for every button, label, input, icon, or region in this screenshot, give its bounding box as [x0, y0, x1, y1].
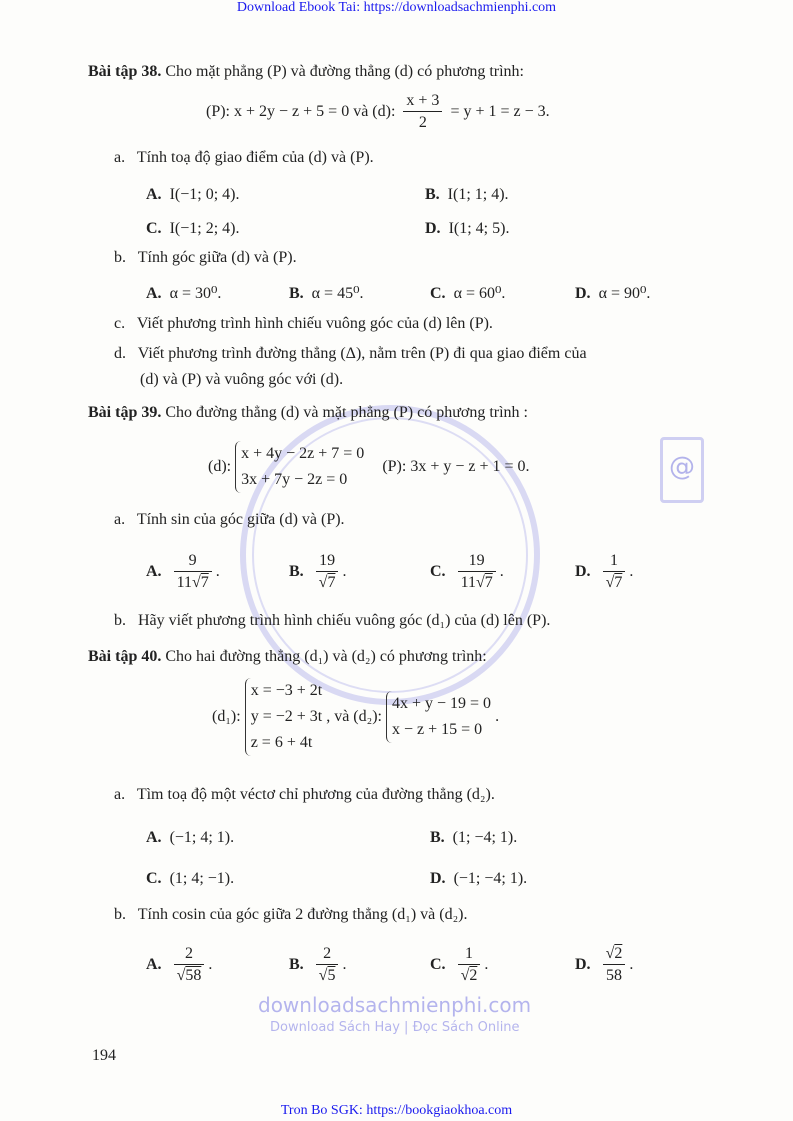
exercise-title: Bài tập 38.: [88, 63, 162, 80]
q-text: Hãy viết phương trình hình chiếu vuông góc (d₁) của (d) lên (P).: [138, 612, 551, 629]
exercise-title: Bài tập 40.: [88, 648, 162, 665]
option-key: A.: [146, 186, 162, 203]
radicand: 7: [327, 573, 336, 591]
equation: 3x + 7y − 2z = 0: [241, 471, 348, 489]
option-value: (−1; −4; 1).: [453, 870, 528, 887]
option-b: [425, 185, 509, 205]
option-d: [425, 219, 509, 239]
ex39-system: [208, 440, 530, 494]
option-a: A. $\frac{9}{11√7}$ .: [146, 550, 220, 594]
numerator: 2: [323, 944, 332, 962]
equation: z = 6 + 4t: [250, 734, 313, 752]
q-label: b.: [114, 906, 126, 923]
q-text: Viết phương trình hình chiếu vuông góc của (d) lên (P).: [136, 315, 493, 332]
option-value: I(−1; 2; 4).: [169, 220, 240, 237]
q-text: Tính góc giữa (d) và (P).: [137, 249, 297, 266]
q-label: a.: [114, 786, 126, 803]
numerator: 1: [609, 551, 618, 569]
question-d: [114, 344, 587, 364]
option-value: I(−1; 0; 4).: [169, 186, 240, 203]
denominator: √58: [174, 964, 205, 987]
option-c: [430, 284, 505, 304]
radicand: 7: [614, 573, 623, 591]
option-b: B. $\frac{2}{√5}$ .: [289, 943, 346, 987]
equation: x = −3 + 2t: [250, 682, 323, 700]
option-key: C.: [146, 220, 162, 237]
q-label: b.: [114, 612, 126, 629]
header-link[interactable]: Download Ebook Tai: https://downloadsachmienphi.com: [236, 0, 557, 15]
question-a: [114, 785, 495, 805]
equation-system: [235, 441, 364, 493]
denominator: 2: [403, 111, 442, 134]
coefficient: 11: [460, 573, 476, 591]
option-a: [146, 185, 239, 205]
option-c: C. $\frac{19}{11√7}$ .: [430, 550, 504, 594]
option-key: D.: [425, 220, 441, 237]
radicand: 58: [185, 966, 202, 984]
line-label: (d₁):: [212, 708, 241, 725]
radicand: 2: [469, 966, 478, 984]
watermark-tagline: Download Sách Hay | Đọc Sách Online: [270, 1020, 520, 1035]
radicand: 7: [484, 573, 493, 591]
numerator: 9: [188, 551, 197, 569]
option-b: B. $\frac{19}{√7}$ .: [289, 550, 346, 594]
exercise-intro: Cho mặt phẳng (P) và đường thẳng (d) có phương trình:: [165, 63, 524, 80]
option-key: C.: [430, 285, 446, 302]
option-key: B.: [289, 563, 304, 580]
option-d: [430, 869, 527, 889]
numerator: x + 3: [406, 91, 440, 109]
option-value: α = 90⁰.: [598, 285, 651, 302]
option-key: D.: [575, 563, 591, 580]
ex38-equation: [206, 90, 550, 134]
option-b: [430, 828, 517, 848]
equation: x + 4y − 2z + 7 = 0: [241, 445, 365, 463]
exercise-39-heading: [88, 403, 528, 423]
denominator: √2: [458, 964, 481, 987]
denominator: [603, 964, 626, 987]
q-label: d.: [114, 345, 126, 362]
radicand: 2: [614, 944, 623, 962]
numerator: 19: [468, 551, 485, 569]
conjunction: , và (d₂):: [326, 708, 382, 725]
option-value: I(1; 1; 4).: [447, 186, 509, 203]
equation-system: [245, 678, 323, 756]
fraction: [458, 551, 496, 594]
option-key: B.: [430, 829, 445, 846]
radicand: 7: [200, 573, 209, 591]
q-label: a.: [114, 511, 126, 528]
option-value: α = 45⁰.: [311, 285, 364, 302]
plane-equation: (P): 3x + y − z + 1 = 0.: [382, 458, 530, 475]
denominator: √7: [316, 571, 339, 594]
option-c: [146, 219, 239, 239]
option-key: C.: [430, 563, 446, 580]
equation-right: = y + 1 = z − 3.: [450, 103, 550, 120]
equation-left: (P): x + 2y − z + 5 = 0 và (d):: [206, 103, 396, 120]
option-key: A.: [146, 829, 162, 846]
option-a: [146, 284, 221, 304]
option-key: A.: [146, 956, 162, 973]
denominator: 11√7: [458, 571, 496, 594]
numerator: 1: [464, 944, 473, 962]
q-label: b.: [114, 249, 126, 266]
coefficient: 11: [176, 573, 192, 591]
option-a: A. $\frac{2}{√58}$ .: [146, 943, 212, 987]
exercise-40-heading: [88, 647, 487, 667]
option-b: [289, 284, 364, 304]
fraction: [603, 944, 626, 987]
option-value: (−1; 4; 1).: [169, 829, 235, 846]
denominator: 11√7: [174, 571, 212, 594]
option-value: α = 30⁰.: [169, 285, 222, 302]
q-text: Tính sin của góc giữa (d) và (P).: [136, 511, 345, 528]
option-key: B.: [289, 285, 304, 302]
q-label: a.: [114, 149, 126, 166]
question-b: [114, 248, 297, 268]
option-a: [146, 828, 234, 848]
option-c: [146, 869, 234, 889]
fraction: [316, 944, 339, 987]
denominator: √7: [603, 571, 626, 594]
question-c: [114, 314, 493, 334]
option-key: A.: [146, 285, 162, 302]
option-value: I(1; 4; 5).: [448, 220, 510, 237]
fraction: [603, 551, 626, 594]
radicand: 5: [327, 966, 336, 984]
option-key: A.: [146, 563, 162, 580]
option-key: D.: [575, 285, 591, 302]
question-d-cont: (d) và (P) và vuông góc với (d).: [140, 371, 344, 388]
numerator: √2: [605, 944, 623, 962]
watermark-notebook-icon: @: [660, 437, 704, 503]
option-key: C.: [430, 956, 446, 973]
q-text: Tính toạ độ giao điểm của (d) và (P).: [136, 149, 374, 166]
denominator-value: 58: [605, 966, 622, 984]
exercise-title: Bài tập 39.: [88, 404, 162, 421]
numerator: 2: [184, 944, 193, 962]
question-a: [114, 510, 345, 530]
q-text: Viết phương trình đường thẳng (Δ), nằm trên (P) đi qua giao điểm của: [137, 345, 587, 362]
exercise-intro: Cho hai đường thẳng (d₁) và (d₂) có phương trình:: [165, 648, 487, 665]
option-key: B.: [289, 956, 304, 973]
exercise-intro: Cho đường thẳng (d) và mặt phẳng (P) có phương trình :: [165, 404, 528, 421]
q-text: Tính cosin của góc giữa 2 đường thẳng (d₁) và (d₂).: [137, 906, 468, 923]
footer-link[interactable]: Tron Bo SGK: https://bookgiaokhoa.com: [280, 1103, 513, 1118]
option-key: C.: [146, 870, 162, 887]
option-d: D. $\frac{√2}{58}$ .: [575, 943, 633, 987]
option-key: D.: [575, 956, 591, 973]
ex40-systems: [212, 678, 499, 756]
option-key: D.: [430, 870, 446, 887]
question-a: [114, 148, 374, 168]
period: .: [495, 708, 500, 725]
line-label: (d):: [208, 458, 232, 475]
option-c: C. $\frac{1}{√2}$ .: [430, 943, 488, 987]
fraction: [458, 944, 481, 987]
option-value: α = 60⁰.: [453, 285, 506, 302]
q-text: Tìm toạ độ một véctơ chỉ phương của đường thẳng (d₂).: [136, 786, 495, 803]
watermark-site: downloadsachmienphi.com: [258, 993, 532, 1017]
numerator: 19: [319, 551, 336, 569]
fraction: [316, 551, 339, 594]
option-d: D. $\frac{1}{√7}$ .: [575, 550, 633, 594]
denominator: √5: [316, 964, 339, 987]
fraction: [403, 91, 442, 134]
option-d: [575, 284, 650, 304]
equation: x − z + 15 = 0: [391, 721, 483, 739]
equation: 4x + y − 19 = 0: [391, 695, 492, 713]
option-key: B.: [425, 186, 440, 203]
exercise-38-heading: [88, 62, 524, 82]
option-value: (1; 4; −1).: [169, 870, 235, 887]
equation: y = −2 + 3t: [250, 708, 323, 726]
option-value: (1; −4; 1).: [452, 829, 518, 846]
fraction: [174, 551, 212, 594]
page-number: 194: [92, 1047, 116, 1064]
equation-system: [386, 691, 491, 743]
question-b: [114, 611, 550, 631]
question-b: [114, 905, 467, 925]
q-label: c.: [114, 315, 126, 332]
fraction: [174, 944, 205, 987]
